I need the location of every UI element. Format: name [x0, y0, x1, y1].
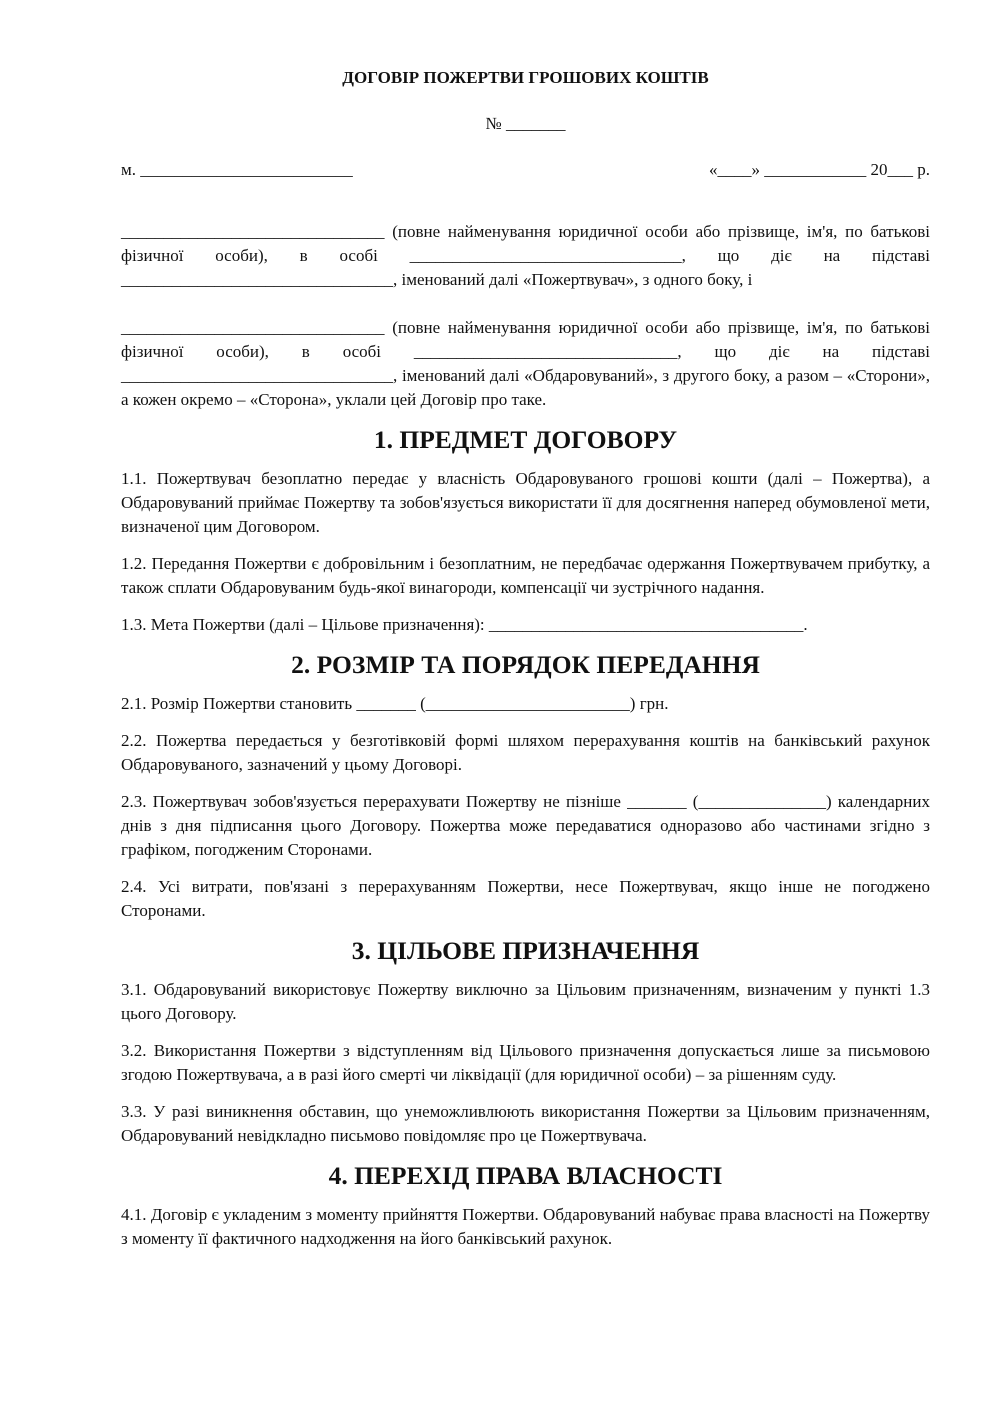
document-title: ДОГОВІР ПОЖЕРТВИ ГРОШОВИХ КОШТІВ [342, 68, 709, 87]
paragraph-1-2: 1.2. Передання Пожертви є добровільним і безоплатним, не передбачає одержання Пожертвувачем прибутку, а також сплати Обдаровуваним будь-якої винагороди, компенсації чи зустрічного надання. [121, 554, 930, 597]
paragraph-3-3: 3.3. У разі виникнення обставин, що унеможливлюють використання Пожертви за Цільовим призначенням, Обдаровуваний невідкладно письмово повідомляє про це Пожертвувача. [121, 1102, 930, 1145]
paragraph-1-1: 1.1. Пожертвувач безоплатно передає у власність Обдаровуваного грошові кошти (далі – Пожертва), а Обдаровуваний приймає Пожертву та зобов'язується використати її для досягнення наперед обумовленої мети, визначеної цим Договором. [121, 469, 930, 536]
paragraph-2-3: 2.3. Пожертвувач зобов'язується перерахувати Пожертву не пізніше _______ (_______________) календарних днів з дня підписання цього Договору. Пожертва може передаватися одноразово або частинами згідно з графіком, погодженим Сторонами. [121, 792, 930, 859]
place-date-row [121, 158, 930, 182]
section-title: 4. ПЕРЕХІД ПРАВА ВЛАСНОСТІ [328, 1161, 723, 1190]
paragraph-3-2: 3.2. Використання Пожертви з відступленням від Цільового призначення допускається лише за письмовою згодою Пожертвувача, а в разі його смерті чи ліквідації (для юридичної особи) – за рішенням суду. [121, 1041, 930, 1084]
paragraph-2-2: 2.2. Пожертва передається у безготівковій формі шляхом перерахування коштів на банківський рахунок Обдаровуваного, зазначений у цьому Договорі. [121, 731, 930, 774]
paragraph-2-1: 2.1. Розмір Пожертви становить _______ (________________________) грн. [121, 694, 669, 713]
contract-place: м. _________________________ [121, 160, 353, 179]
section-title: 1. ПРЕДМЕТ ДОГОВОРУ [373, 425, 678, 454]
paragraph-3-1: 3.1. Обдаровуваний використовує Пожертву виключно за Цільовим призначенням, визначеним у пункті 1.3 цього Договору. [121, 980, 930, 1023]
paragraph-2-4: 2.4. Усі витрати, пов'язані з перерахуванням Пожертви, несе Пожертвувач, якщо інше не погоджено Сторонами. [121, 877, 930, 920]
section-title: 2. РОЗМІР ТА ПОРЯДОК ПЕРЕДАННЯ [291, 650, 760, 679]
paragraph-4-1: 4.1. Договір є укладеним з моменту прийняття Пожертви. Обдаровуваний набуває права власності на Пожертву з моменту її фактичного надходження на його банківський рахунок. [121, 1205, 930, 1248]
contract-date: «____» ____________ 20___ р. [709, 160, 930, 179]
paragraph-1-3: 1.3. Мета Пожертви (далі – Цільове призначення): _____________________________________. [121, 615, 808, 634]
party-recipient: _______________________________ (повне найменування юридичної особи або прізвище, ім'я, по батькові фізичної особи), в особі _______________________________, що діє на підставі ________________________________, іменований далі «Обдаровуваний», з другого боку, а разом – «Сторони», а кожен окремо – «Сторона», уклали цей Договір про таке. [121, 318, 930, 409]
section-title: 3. ЦІЛЬОВЕ ПРИЗНАЧЕННЯ [351, 936, 700, 965]
party-donor: _______________________________ (повне найменування юридичної особи або прізвище, ім'я, по батькові фізичної особи), в особі ________________________________, що діє на підставі ________________________________, іменований далі «Пожертвувач», з одного боку, і [121, 222, 930, 289]
contract-number: № _______ [485, 114, 566, 133]
